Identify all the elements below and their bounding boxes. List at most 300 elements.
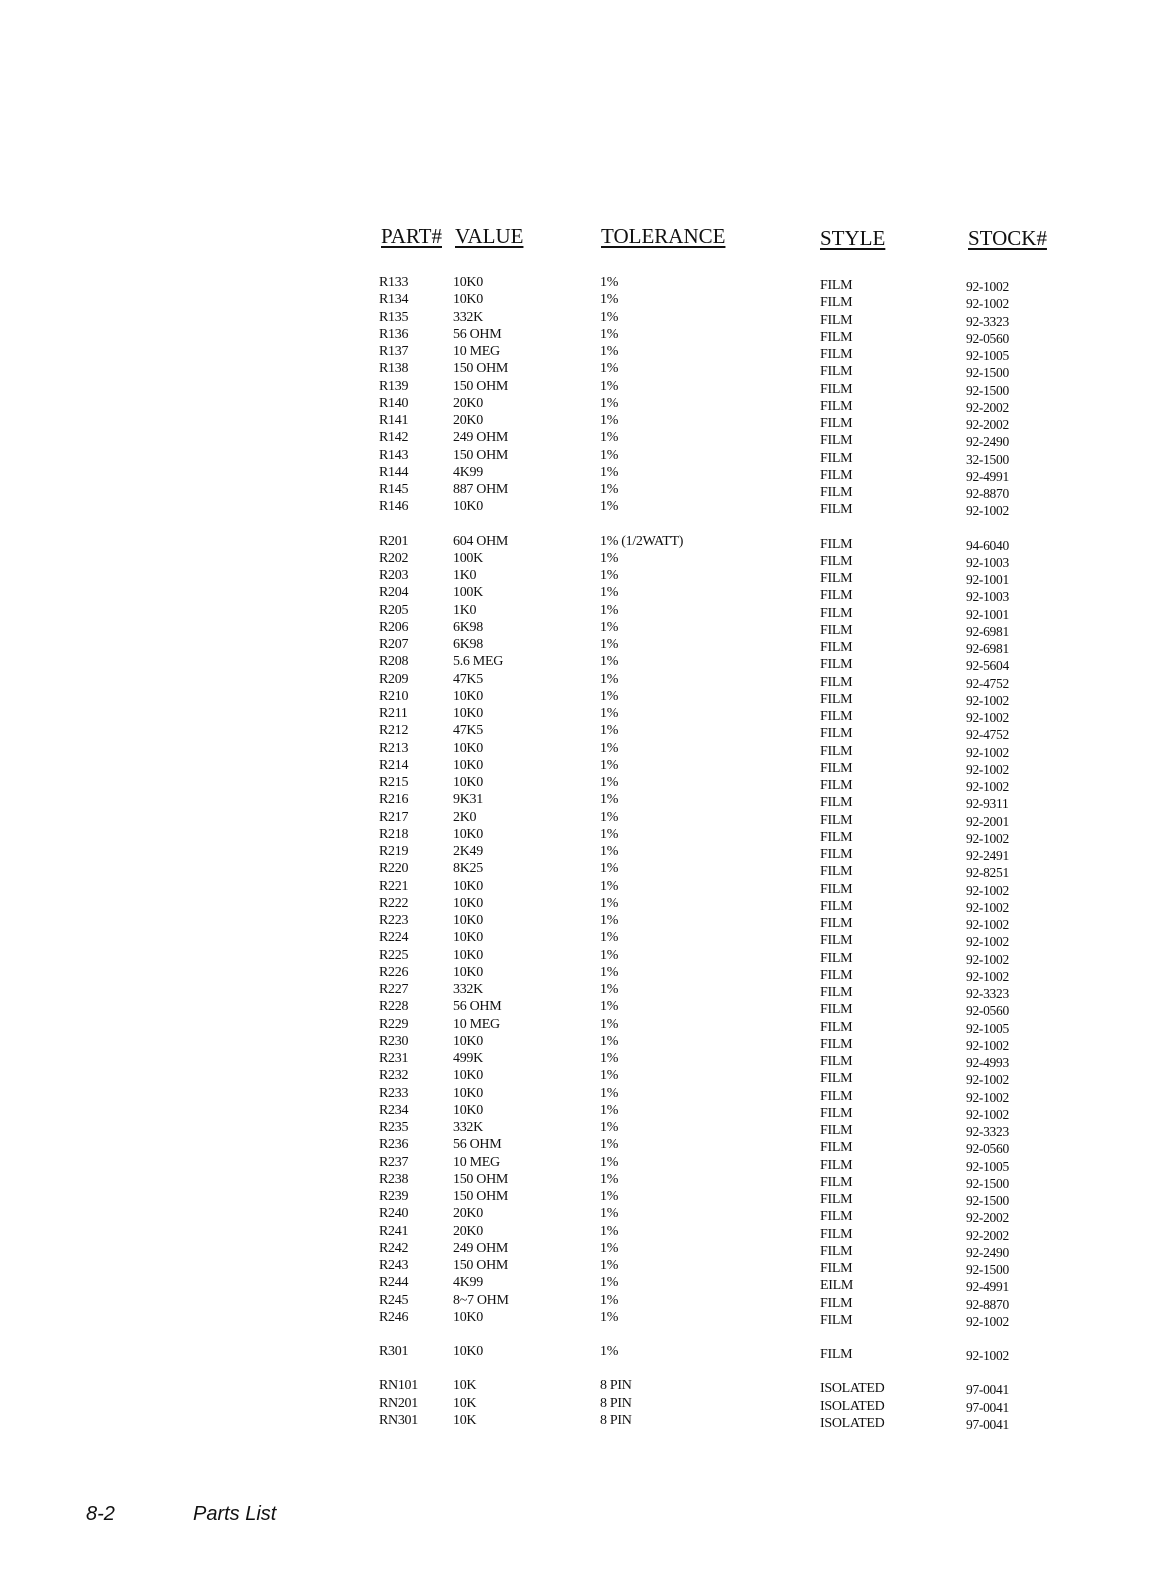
cell-style: FILM — [820, 795, 853, 811]
cell-stock: 92-1002 — [966, 1089, 1009, 1105]
cell-stock: 92-8870 — [966, 486, 1009, 501]
cell-tolerance: 1% — [600, 499, 619, 515]
cell-style: FILM — [820, 605, 853, 621]
cell-value: 10K0 — [453, 688, 483, 704]
cell-part: R237 — [379, 1154, 409, 1170]
table-row — [0, 1050, 1162, 1070]
cell-style: FILM — [820, 467, 853, 483]
cell-stock: 92-2002 — [966, 1227, 1009, 1243]
cell-tolerance: 1% — [600, 378, 619, 394]
cell-style: EILM — [820, 1278, 854, 1294]
cell-stock: 92-1005 — [966, 1158, 1009, 1174]
cell-part: R235 — [379, 1120, 409, 1135]
table-row — [0, 947, 1162, 967]
cell-style: FILM — [820, 588, 853, 604]
cell-part: R208 — [379, 654, 409, 670]
cell-tolerance: 1% — [600, 654, 619, 670]
cell-tolerance: 8 PIN — [600, 1395, 632, 1411]
cell-part: R213 — [379, 740, 409, 756]
cell-part: RN201 — [379, 1395, 418, 1411]
table-row — [0, 929, 1162, 950]
cell-stock: 92-2491 — [966, 848, 1009, 863]
cell-tolerance: 1% — [600, 775, 619, 790]
cell-value: 150 OHM — [453, 1171, 509, 1187]
cell-style: FILM — [820, 1243, 853, 1259]
cell-value: 5.6 MEG — [453, 654, 504, 670]
table-row — [0, 447, 1162, 467]
cell-style: FILM — [820, 278, 853, 293]
cell-stock: 92-1002 — [966, 744, 1009, 760]
cell-stock: 92-1002 — [966, 779, 1009, 794]
table-row — [0, 1205, 1162, 1226]
cell-value: 6K98 — [453, 637, 483, 652]
table-header — [0, 222, 1162, 254]
cell-part: R137 — [379, 344, 409, 359]
cell-style: FILM — [820, 812, 853, 828]
parts-table — [0, 274, 1162, 1432]
table-row — [0, 878, 1162, 898]
cell-tolerance: 1% — [600, 1206, 619, 1222]
cell-value: 332K — [453, 1120, 483, 1135]
cell-stock: 92-1002 — [966, 1072, 1009, 1088]
table-row — [0, 705, 1162, 725]
cell-value: 499K — [453, 1051, 483, 1066]
cell-tolerance: 1% — [600, 309, 619, 325]
cell-tolerance: 1% — [600, 637, 619, 652]
cell-stock: 92-1002 — [966, 1106, 1009, 1122]
cell-tolerance: 1% — [600, 413, 619, 428]
cell-part: R218 — [379, 826, 409, 842]
table-row — [0, 826, 1162, 846]
cell-value: 4K99 — [453, 1275, 483, 1291]
cell-part: R245 — [379, 1292, 409, 1308]
cell-tolerance: 1% — [600, 1223, 619, 1239]
table-row — [0, 309, 1162, 329]
cell-part: R134 — [379, 292, 409, 308]
table-row — [0, 1102, 1162, 1122]
cell-stock: 92-1002 — [966, 761, 1009, 777]
table-row — [0, 464, 1162, 484]
cell-value: 56 OHM — [453, 1137, 502, 1153]
cell-stock: 97-0041 — [966, 1399, 1009, 1415]
cell-style: FILM — [820, 743, 853, 759]
cell-style: FILM — [820, 450, 853, 466]
cell-stock: 92-4993 — [966, 1055, 1009, 1070]
cell-tolerance: 1% — [600, 568, 619, 583]
page-number: 8-2 — [86, 1503, 115, 1525]
table-row — [0, 757, 1162, 777]
cell-style: FILM — [820, 726, 853, 742]
cell-tolerance: 1% — [600, 1309, 619, 1325]
table-row — [0, 567, 1162, 587]
cell-part: R202 — [379, 550, 409, 566]
cell-style: FILM — [820, 864, 853, 880]
cell-part: R234 — [379, 1102, 409, 1118]
cell-part: R140 — [379, 395, 409, 411]
cell-tolerance: 1% — [600, 1292, 619, 1308]
cell-value: 249 OHM — [453, 430, 509, 446]
cell-stock: 92-1002 — [966, 296, 1009, 312]
cell-value: 9K31 — [453, 792, 483, 808]
cell-stock: 92-1002 — [966, 1348, 1009, 1363]
cell-part: R228 — [379, 999, 409, 1015]
cell-value: 8K25 — [453, 861, 483, 877]
table-row — [0, 860, 1162, 881]
table-row — [0, 584, 1162, 605]
cell-value: 10K0 — [453, 292, 483, 308]
cell-stock: 92-5604 — [966, 658, 1009, 674]
cell-stock: 92-8251 — [966, 865, 1009, 881]
table-row — [0, 1016, 1162, 1036]
cell-stock: 92-2001 — [966, 813, 1009, 829]
cell-style: FILM — [820, 398, 853, 414]
cell-stock: 92-1002 — [966, 882, 1009, 898]
cell-part: R217 — [379, 809, 409, 825]
cell-style: FILM — [820, 364, 853, 380]
cell-part: R229 — [379, 1016, 409, 1032]
cell-value: 1K0 — [453, 568, 477, 583]
table-row — [0, 1223, 1162, 1243]
cell-value: 332K — [453, 309, 483, 325]
cell-stock: 92-8870 — [966, 1296, 1009, 1312]
cell-value: 10K0 — [453, 740, 483, 756]
header-part-number: PART# — [381, 224, 442, 248]
cell-style: FILM — [820, 691, 853, 707]
cell-tolerance: 1% — [600, 602, 619, 618]
table-row — [0, 1033, 1162, 1053]
cell-value: 150 OHM — [453, 1189, 509, 1204]
cell-value: 100K — [453, 550, 483, 566]
table-row — [0, 550, 1162, 570]
cell-stock: 92-6981 — [966, 641, 1009, 656]
table-row — [0, 1188, 1162, 1208]
table-row — [0, 653, 1162, 674]
cell-value: 4K99 — [453, 464, 483, 480]
cell-style: FILM — [820, 898, 853, 914]
cell-part: R136 — [379, 326, 409, 342]
cell-part: R242 — [379, 1240, 409, 1256]
cell-tolerance: 1% — [600, 550, 619, 566]
cell-part: R246 — [379, 1309, 409, 1325]
cell-style: FILM — [820, 571, 853, 586]
cell-part: R214 — [379, 757, 409, 773]
cell-stock: 92-1002 — [966, 934, 1009, 950]
cell-stock: 92-1002 — [966, 917, 1009, 932]
cell-stock: 94-6040 — [966, 537, 1009, 553]
cell-tolerance: 1% — [600, 792, 619, 808]
cell-tolerance: 1% — [600, 1120, 619, 1135]
cell-style: FILM — [820, 1312, 853, 1328]
cell-stock: 92-4991 — [966, 468, 1009, 484]
cell-stock: 92-6981 — [966, 623, 1009, 639]
cell-stock: 92-1500 — [966, 382, 1009, 398]
table-row — [0, 843, 1162, 863]
cell-style: FILM — [820, 1174, 853, 1190]
cell-stock: 92-1002 — [966, 503, 1009, 519]
cell-value: 150 OHM — [453, 1258, 509, 1273]
cell-part: R144 — [379, 464, 409, 480]
table-row — [0, 912, 1162, 932]
cell-tolerance: 1% — [600, 361, 619, 377]
cell-style: FILM — [820, 760, 853, 776]
cell-style: FILM — [820, 1019, 853, 1035]
cell-tolerance: 1% — [600, 688, 619, 704]
cell-tolerance: 1% — [600, 275, 619, 290]
cell-part: R244 — [379, 1275, 409, 1291]
table-row — [0, 274, 1162, 294]
table-row — [0, 671, 1162, 691]
cell-part: R207 — [379, 637, 409, 652]
cell-tolerance: 1% — [600, 1258, 619, 1273]
cell-stock: 92-1002 — [966, 830, 1009, 846]
table-row — [0, 619, 1162, 639]
cell-part: R219 — [379, 844, 409, 859]
cell-value: 10K0 — [453, 878, 483, 894]
cell-value: 150 OHM — [453, 447, 509, 463]
cell-tolerance: 1% — [600, 1016, 619, 1032]
cell-stock: 92-1002 — [966, 899, 1009, 915]
cell-value: 10K0 — [453, 913, 483, 928]
cell-style: FILM — [820, 485, 853, 500]
cell-part: R210 — [379, 688, 409, 704]
cell-value: 10 MEG — [453, 1154, 500, 1170]
cell-value: 10K — [453, 1378, 477, 1394]
cell-value: 20K0 — [453, 1223, 483, 1239]
cell-tolerance: 1% — [600, 447, 619, 463]
cell-tolerance: 1% — [600, 740, 619, 756]
table-row — [0, 1377, 1162, 1398]
cell-value: 10K0 — [453, 1085, 483, 1101]
header-value: VALUE — [455, 224, 524, 248]
cell-stock: 92-1003 — [966, 589, 1009, 605]
cell-tolerance: 1% — [600, 706, 619, 721]
cell-tolerance: 1% — [600, 344, 619, 359]
cell-part: R226 — [379, 964, 409, 980]
table-row — [0, 395, 1162, 415]
cell-style: FILM — [820, 347, 853, 362]
cell-style: ISOLATED — [820, 1415, 885, 1431]
table-row — [0, 1412, 1162, 1432]
cell-part: R204 — [379, 585, 409, 601]
cell-tolerance: 1% — [600, 292, 619, 308]
cell-value: 10K0 — [453, 930, 483, 946]
cell-style: FILM — [820, 329, 853, 345]
cell-value: 332K — [453, 982, 483, 997]
cell-value: 6K98 — [453, 619, 483, 635]
cell-style: FILM — [820, 967, 853, 983]
cell-tolerance: 1% — [600, 1102, 619, 1118]
cell-value: 2K0 — [453, 809, 477, 825]
cell-style: FILM — [820, 1295, 853, 1311]
cell-stock: 92-0560 — [966, 330, 1009, 346]
cell-tolerance: 1% — [600, 1085, 619, 1101]
table-row — [0, 1240, 1162, 1260]
cell-tolerance: 1% — [600, 844, 619, 859]
cell-stock: 92-1500 — [966, 1175, 1009, 1191]
cell-value: 8~7 OHM — [453, 1292, 509, 1308]
cell-style: FILM — [820, 553, 853, 569]
cell-stock: 92-1002 — [966, 951, 1009, 967]
cell-stock: 92-3323 — [966, 1124, 1009, 1139]
cell-stock: 92-1002 — [966, 710, 1009, 725]
cell-style: FILM — [820, 1347, 853, 1362]
cell-style: FILM — [820, 1036, 853, 1052]
table-row — [0, 1067, 1162, 1088]
cell-value: 100K — [453, 585, 483, 601]
table-row — [0, 291, 1162, 312]
cell-part: R223 — [379, 913, 409, 928]
cell-part: R222 — [379, 895, 409, 911]
cell-style: FILM — [820, 916, 853, 931]
cell-style: FILM — [820, 622, 853, 638]
cell-part: R240 — [379, 1206, 409, 1222]
cell-part: R220 — [379, 861, 409, 877]
cell-value: 20K0 — [453, 395, 483, 411]
cell-style: FILM — [820, 1054, 853, 1069]
cell-tolerance: 1% — [600, 1275, 619, 1291]
cell-style: FILM — [820, 1192, 853, 1207]
cell-stock: 92-1001 — [966, 572, 1009, 587]
cell-stock: 92-1001 — [966, 606, 1009, 622]
cell-value: 887 OHM — [453, 482, 509, 497]
cell-tolerance: 1% — [600, 964, 619, 980]
table-row — [0, 343, 1162, 363]
cell-part: R141 — [379, 413, 409, 428]
table-row — [0, 412, 1162, 432]
cell-part: R205 — [379, 602, 409, 618]
table-row — [0, 1309, 1162, 1329]
cell-stock: 97-0041 — [966, 1382, 1009, 1398]
cell-stock: 32-1500 — [966, 451, 1009, 467]
cell-style: FILM — [820, 657, 853, 673]
cell-tolerance: 1% — [600, 895, 619, 911]
cell-part: R301 — [379, 1344, 409, 1359]
cell-tolerance: 1% — [600, 913, 619, 928]
table-row — [0, 981, 1162, 1001]
cell-style: FILM — [820, 381, 853, 397]
cell-style: FILM — [820, 1261, 853, 1276]
table-row — [0, 378, 1162, 398]
cell-tolerance: 1% — [600, 395, 619, 411]
table-row — [0, 722, 1162, 743]
cell-tolerance: 1% — [600, 1137, 619, 1153]
cell-tolerance: 1% — [600, 585, 619, 601]
cell-style: FILM — [820, 1123, 853, 1138]
cell-part: R135 — [379, 309, 409, 325]
cell-tolerance: 1% — [600, 1068, 619, 1084]
cell-stock: 92-2002 — [966, 399, 1009, 415]
cell-tolerance: 1% — [600, 1240, 619, 1256]
table-row — [0, 481, 1162, 501]
cell-part: R224 — [379, 930, 409, 946]
cell-value: 10K0 — [453, 706, 483, 721]
cell-stock: 92-4752 — [966, 727, 1009, 743]
table-row — [0, 1257, 1162, 1277]
cell-part: R138 — [379, 361, 409, 377]
cell-stock: 92-9311 — [966, 796, 1009, 812]
cell-stock: 97-0041 — [966, 1416, 1009, 1432]
cell-part: R139 — [379, 378, 409, 394]
cell-style: FILM — [820, 829, 853, 845]
cell-stock: 92-1500 — [966, 1262, 1009, 1277]
cell-value: 20K0 — [453, 413, 483, 428]
cell-part: R206 — [379, 619, 409, 635]
table-row — [0, 688, 1162, 708]
cell-stock: 92-1500 — [966, 1193, 1009, 1208]
cell-stock: 92-1002 — [966, 279, 1009, 294]
table-row — [0, 1292, 1162, 1312]
table-row — [0, 636, 1162, 656]
table-row — [0, 533, 1162, 553]
table-row — [0, 774, 1162, 794]
cell-tolerance: 1% — [600, 982, 619, 997]
cell-part: R203 — [379, 568, 409, 583]
cell-style: FILM — [820, 1140, 853, 1156]
table-row — [0, 429, 1162, 450]
cell-stock: 92-1002 — [966, 1037, 1009, 1053]
cell-part: R216 — [379, 792, 409, 808]
cell-part: R225 — [379, 947, 409, 963]
cell-tolerance: 1% — [600, 999, 619, 1015]
cell-style: FILM — [820, 640, 853, 655]
cell-tolerance: 1% — [600, 671, 619, 687]
header-stock-number: STOCK# — [968, 226, 1047, 250]
cell-tolerance: 1% — [600, 619, 619, 635]
cell-stock: 92-4991 — [966, 1279, 1009, 1295]
cell-stock: 92-1002 — [966, 692, 1009, 708]
cell-value: 10 MEG — [453, 344, 500, 359]
cell-value: 604 OHM — [453, 533, 509, 549]
table-row — [0, 1085, 1162, 1105]
cell-stock: 92-2002 — [966, 1210, 1009, 1226]
cell-part: R145 — [379, 482, 409, 497]
cell-stock: 92-1500 — [966, 365, 1009, 381]
cell-style: FILM — [820, 416, 853, 431]
cell-tolerance: 8 PIN — [600, 1412, 632, 1428]
cell-value: 10K0 — [453, 895, 483, 911]
cell-part: R215 — [379, 775, 409, 790]
cell-tolerance: 1% — [600, 723, 619, 739]
cell-value: 10K0 — [453, 1033, 483, 1049]
cell-part: R212 — [379, 723, 409, 739]
cell-part: R241 — [379, 1223, 409, 1239]
table-row — [0, 1171, 1162, 1191]
cell-value: 10K0 — [453, 275, 483, 290]
cell-style: FILM — [820, 502, 853, 518]
cell-style: FILM — [820, 1226, 853, 1242]
cell-value: 10K0 — [453, 947, 483, 963]
cell-tolerance: 1% — [600, 1154, 619, 1170]
cell-value: 10K0 — [453, 1309, 483, 1325]
cell-tolerance: 1% — [600, 1344, 619, 1359]
cell-style: FILM — [820, 1002, 853, 1018]
cell-stock: 92-2002 — [966, 417, 1009, 432]
cell-value: 47K5 — [453, 671, 483, 687]
table-row — [0, 740, 1162, 760]
cell-stock: 92-4752 — [966, 675, 1009, 691]
cell-tolerance: 1% — [600, 1171, 619, 1187]
cell-stock: 92-3323 — [966, 313, 1009, 329]
cell-value: 10K0 — [453, 775, 483, 790]
cell-value: 10K0 — [453, 826, 483, 842]
cell-part: R233 — [379, 1085, 409, 1101]
cell-style: FILM — [820, 1157, 853, 1173]
table-row — [0, 1274, 1162, 1295]
cell-part: R209 — [379, 671, 409, 687]
cell-value: 10K0 — [453, 1344, 483, 1359]
cell-style: FILM — [820, 950, 853, 966]
cell-value: 10K0 — [453, 1102, 483, 1118]
